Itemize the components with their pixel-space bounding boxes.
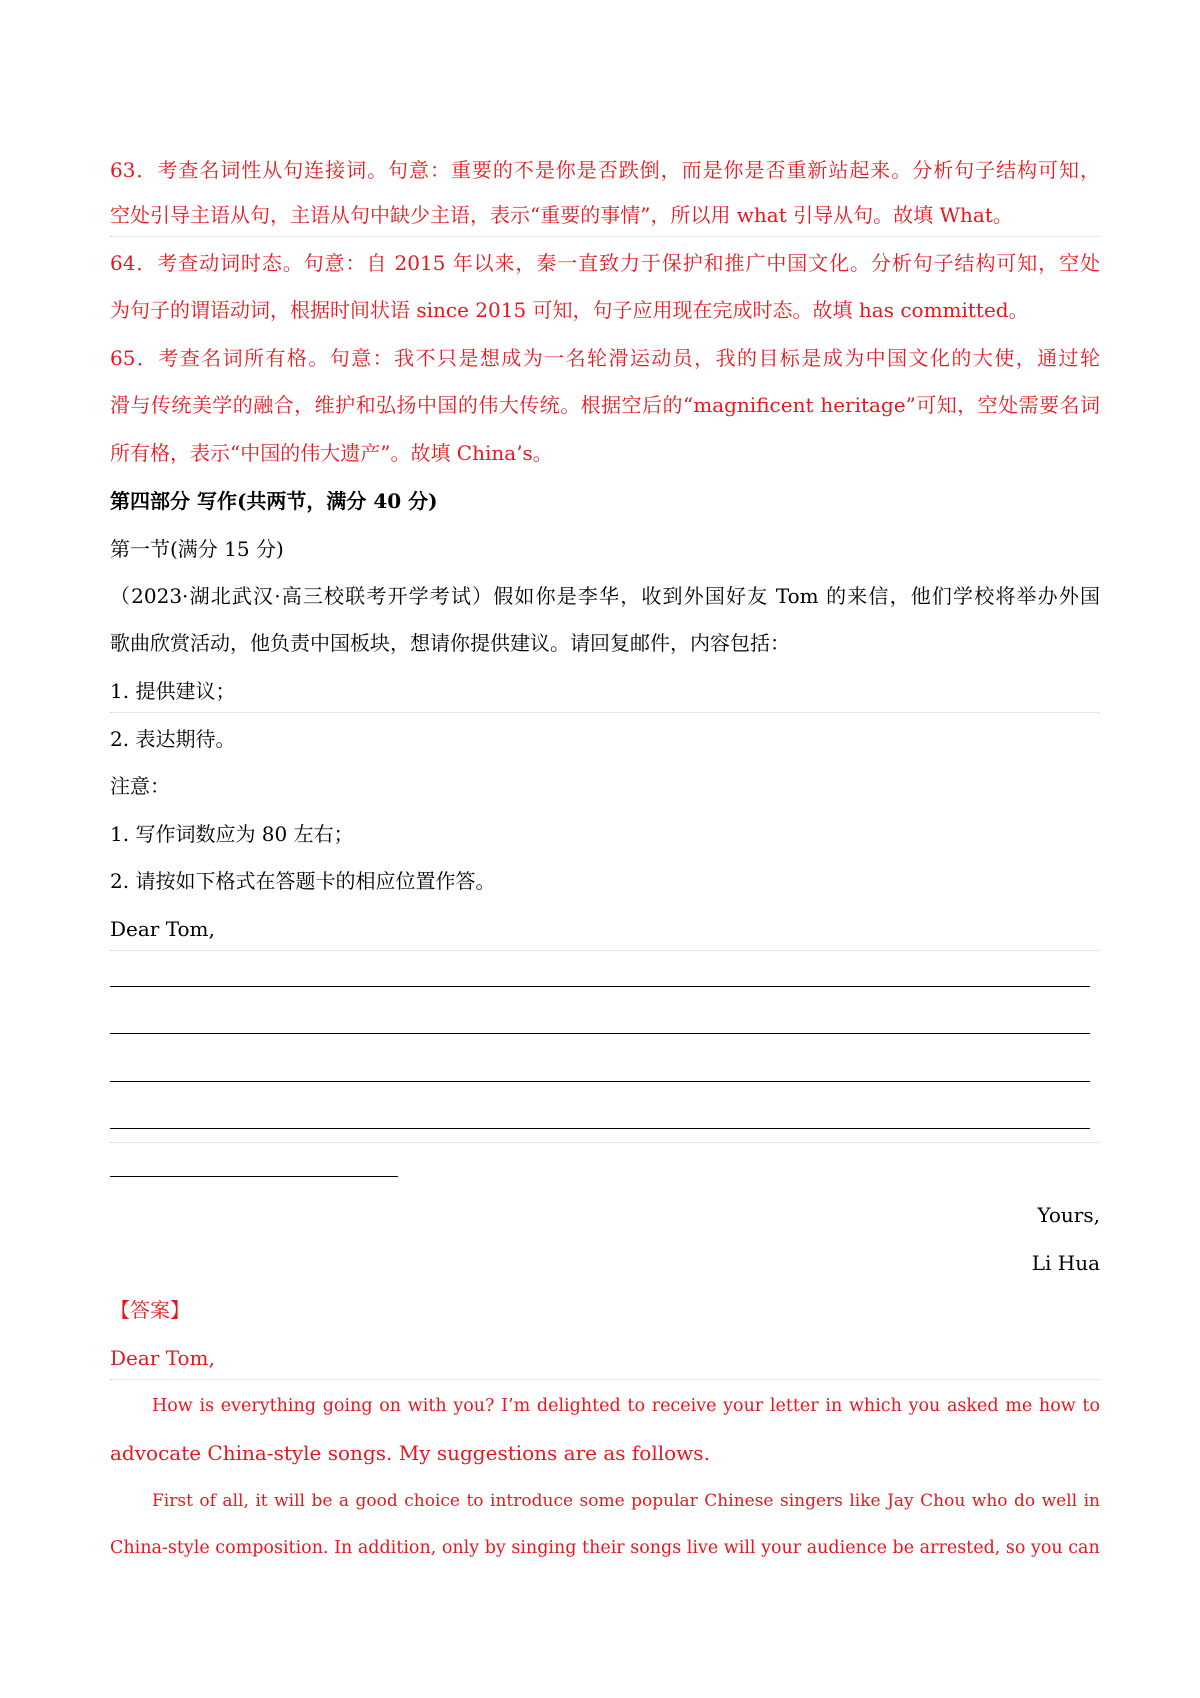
q63-line-2: 空处引导主语从句，主语从句中缺少主语，表示“重要的事情”，所以用 what 引导从句。故填 What。 [110, 203, 1013, 227]
dotted-divider [110, 1379, 1100, 1380]
note-1: 1. 写作词数应为 80 左右； [110, 822, 354, 846]
q64-line-2: 为句子的谓语动词，根据时间状语 since 2015 可知，句子应用现在完成时态。故填 has committed。 [110, 298, 1029, 322]
part-four-title: 第四部分 写作(共两节，满分 40 分) [110, 489, 438, 513]
q65-line-3: 所有格，表示“中国的伟大遗产”。故填 China’s。 [110, 441, 553, 465]
dotted-divider [110, 712, 1100, 713]
blank-writing-line [110, 1081, 1090, 1082]
requirement-2: 2. 表达期待。 [110, 727, 236, 751]
answer-p2-line-2: China-style composition. In addition, only by singing their songs live will your audience be arrested, so you can [110, 1538, 1100, 1558]
q65-line-1: 65．考查名词所有格。句意：我不只是想成为一名轮滑运动员，我的目标是成为中国文化的大使，通过轮 [110, 346, 1100, 370]
notes-label: 注意： [110, 774, 170, 798]
letter-closing: Yours, [1037, 1203, 1100, 1227]
q64-line-1: 64．考查动词时态。句意：自 2015 年以来，秦一直致力于保护和推广中国文化。分析句子结构可知，空处 [110, 251, 1100, 275]
blank-writing-line-short [110, 1176, 398, 1177]
dotted-divider [110, 950, 1100, 951]
answer-p1-line-2: advocate China-style songs. My suggestions are as follows. [110, 1441, 710, 1465]
answer-p2-line-1: First of all, it will be a good choice to introduce some popular Chinese singers like Jay Chou who do well in [152, 1491, 1100, 1511]
requirement-1: 1. 提供建议； [110, 679, 236, 703]
prompt-line-2: 歌曲欣赏活动，他负责中国板块，想请你提供建议。请回复邮件，内容包括： [110, 631, 790, 655]
letter-signature: Li Hua [1031, 1251, 1100, 1275]
blank-writing-line [110, 1128, 1090, 1129]
section-one-title: 第一节(满分 15 分) [110, 537, 284, 561]
note-2: 2. 请按如下格式在答题卡的相应位置作答。 [110, 869, 496, 893]
dotted-divider [110, 236, 1100, 237]
q63-line-1: 63．考查名词性从句连接词。句意：重要的不是你是否跌倒，而是你是否重新站起来。分析句子结构可知， [110, 158, 1100, 182]
blank-writing-line [110, 1033, 1090, 1034]
answer-p1-line-1: How is everything going on with you? I’m delighted to receive your letter in which you asked me how to [152, 1396, 1100, 1416]
blank-writing-line [110, 986, 1090, 987]
dotted-divider [110, 1142, 1100, 1143]
letter-salutation: Dear Tom, [110, 917, 215, 941]
answer-label: 【答案】 [110, 1298, 190, 1322]
prompt-line-1: （2023·湖北武汉·高三校联考开学考试）假如你是李华，收到外国好友 Tom 的来信，他们学校将举办外国 [110, 584, 1100, 608]
q65-line-2: 滑与传统美学的融合，维护和弘扬中国的伟大传统。根据空后的“magnificent heritage”可知，空处需要名词 [110, 393, 1100, 417]
answer-salutation: Dear Tom, [110, 1346, 215, 1370]
